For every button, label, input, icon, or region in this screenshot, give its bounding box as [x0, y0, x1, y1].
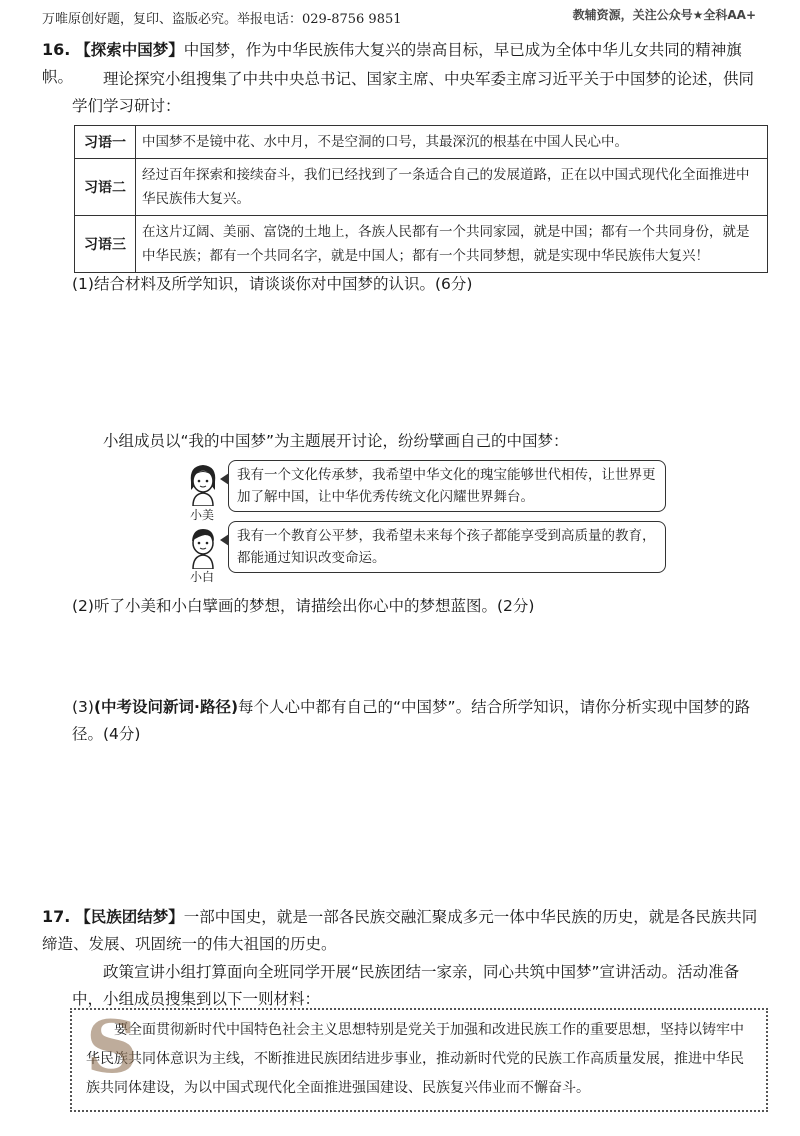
material-text: 要全面贯彻新时代中国特色社会主义思想特别是党关于加强和改进民族工作的重要思想，坚持以铸牢中华民族共同体意识为主线，不断推进民族团结进步事业，推动新时代党的民族工作高质量发展，推进中华民族共同体建设，为以中国式现代化全面推进强国建设、民族复兴伟业而不懈奋斗。 [86, 1022, 744, 1096]
speaker-name: 小白 [190, 570, 215, 584]
girl-avatar-icon [183, 460, 223, 506]
q16-intro-text: 中国梦，作为中华民族伟大复兴的崇高目标，早已成为全体中华儿女共同的精神旗帜。 [42, 41, 742, 86]
quote-label: 习语二 [75, 159, 136, 216]
watermark-logo: S [86, 1004, 138, 1089]
q17-intro [42, 903, 768, 958]
speech-bubble: 我有一个文化传承梦，我希望中华文化的瑰宝能够世代相传，让世界更加了解中国，让中华优秀传统文化闪耀世界舞台。 [228, 460, 666, 512]
speaker-name: 小美 [190, 508, 215, 522]
q16-sub3-tag: (中考设问新词·路径) [93, 698, 239, 716]
q17-tag: 【民族团结梦】 [75, 908, 184, 926]
q16-sub3 [72, 694, 768, 748]
table-row [75, 126, 768, 159]
q17-intro-text: 一部中国史，就是一部各民族交融汇聚成多元一体中华民族的历史，就是各民族共同缔造、发展、巩固统一的伟大祖国的历史。 [42, 908, 758, 953]
q17-lead: 政策宣讲小组打算面向全班同学开展“民族团结一家亲，同心共筑中国梦”宣讲活动。活动准备中，小组成员搜集到以下一则材料： [72, 963, 740, 1008]
material-box [70, 1004, 768, 1112]
speech-bubble: 我有一个教育公平梦，我希望未来每个孩子都能享受到高质量的教育，都能通过知识改变命运。 [228, 521, 666, 573]
q16-sub3-text: 每个人心中都有自己的“中国梦”。结合所学知识，请你分析实现中国梦的路径。(4分) [72, 698, 751, 743]
q16-sub1: (1)结合材料及所学知识，请谈谈你对中国梦的认识。(6分) [72, 275, 473, 293]
table-row [75, 159, 768, 216]
quote-text: 中国梦不是镜中花、水中月，不是空洞的口号，其最深沉的根基在中国人民心中。 [136, 126, 768, 159]
q16-sub2: (2)听了小美和小白擘画的梦想，请描绘出你心中的梦想蓝图。(2分) [72, 597, 535, 615]
q17-number: 17. [42, 907, 71, 926]
header-source: 教辅资源，关注公众号★全科AA+ [572, 8, 756, 22]
q16-lead: 理论探究小组搜集了中共中央总书记、国家主席、中央军委主席习近平关于中国梦的论述，供同学们学习研讨： [72, 70, 755, 115]
quote-text: 在这片辽阔、美丽、富饶的土地上，各族人民都有一个共同家园，就是中国；都有一个共同身份，就是中华民族；都有一个共同名字，就是中国人；都有一个共同梦想，就是实现中华民族伟大复兴！ [136, 216, 768, 273]
header-notice: 万唯原创好题，复印、盗版必究。举报电话：029-8756 9851 [42, 12, 402, 27]
quotes-table [74, 125, 768, 273]
q16-discussion: 小组成员以“我的中国梦”为主题展开讨论，纷纷擘画自己的中国梦： [103, 432, 569, 450]
q16-number: 16. [42, 40, 71, 59]
quote-label: 习语一 [75, 126, 136, 159]
boy-avatar-icon [183, 523, 223, 569]
table-row [75, 216, 768, 273]
q16-tag: 【探索中国梦】 [75, 41, 184, 59]
quote-text: 经过百年探索和接续奋斗，我们已经找到了一条适合自己的发展道路，正在以中国式现代化全面推进中华民族伟大复兴。 [136, 159, 768, 216]
quote-label: 习语三 [75, 216, 136, 273]
q16-sub3-prefix: (3) [72, 698, 94, 716]
